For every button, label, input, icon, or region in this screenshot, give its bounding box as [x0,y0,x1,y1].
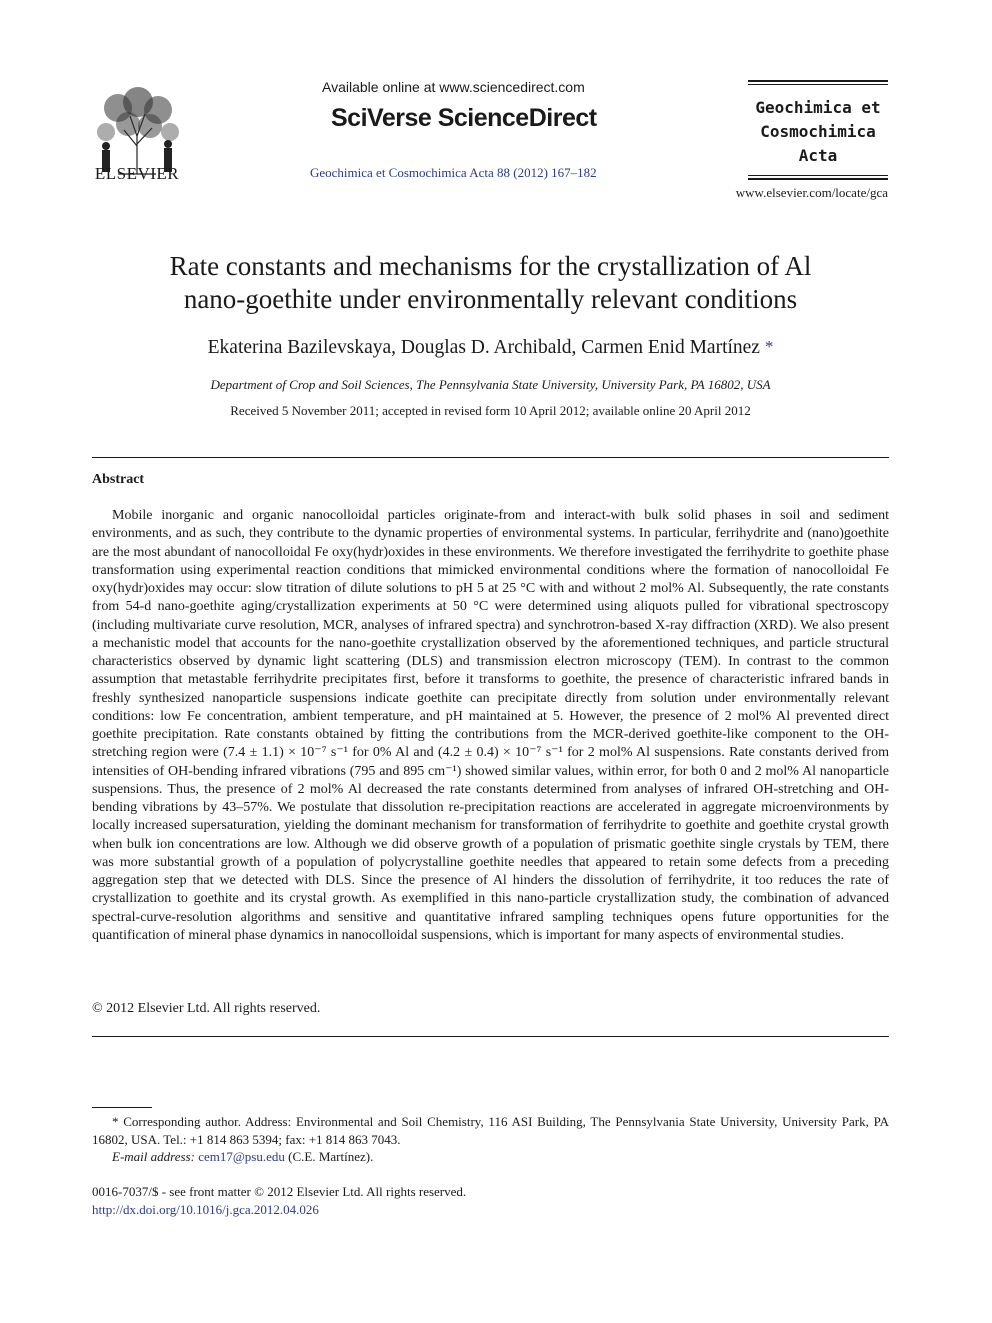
front-matter [92,1183,466,1218]
email-name: (C.E. Martínez). [288,1149,374,1164]
journal-rule-top-thin [748,84,888,85]
corresponding-author-mark[interactable]: * [764,337,774,356]
title-line: Rate constants and mechanisms for the crystallization of Al [169,251,812,281]
footnote-mark: * [112,1114,119,1129]
email-line [92,1148,889,1166]
abstract-body [92,507,889,945]
journal-name [748,96,888,168]
copyright-notice: © 2012 Elsevier Ltd. All rights reserved. [92,1001,321,1016]
journal-citation-link[interactable]: Geochimica et Cosmochimica Acta 88 (2012) 167–182 [310,165,597,180]
corresponding-author-text: Corresponding author. Address: Environmental and Soil Chemistry, 116 ASI Building, The Pennsylvania State University, University Park, PA 16802, USA. Tel.: +1 814 863 5394; fax: +1 814 863 7043. [92,1114,889,1147]
publisher-name: ELSEVIER [94,164,180,183]
journal-url[interactable]: www.elsevier.com/locate/gca [735,185,888,200]
abstract-rule-top [92,457,889,458]
journal-rule-bottom-thin [748,175,888,176]
article-dates: Received 5 November 2011; accepted in revised form 10 April 2012; available online 20 April 2012 [230,403,751,418]
footnote-rule [92,1107,152,1108]
title-line: nano-goethite under environmentally relevant conditions [183,284,798,314]
footnote [92,1113,889,1166]
affiliation: Department of Crop and Soil Sciences, The Pennsylvania State University, University Park, PA 16802, USA [210,377,771,392]
issn-line: 0016-7037/$ - see front matter © 2012 Elsevier Ltd. All rights reserved. [92,1184,467,1199]
sciverse-sciencedirect-logo[interactable]: SciVerse ScienceDirect [331,104,597,132]
journal-name-line: Geochimica et [755,98,881,117]
abstract-heading: Abstract [92,472,145,487]
email-link[interactable]: cem17@psu.edu [198,1149,285,1164]
journal-rule-bottom [748,178,888,180]
author-list [92,337,889,359]
email-label: E-mail address: [112,1149,195,1164]
article-title [92,250,889,316]
journal-name-line: Acta [798,146,838,165]
abstract-rule-bottom [92,1036,889,1037]
authors-text: Ekaterina Bazilevskaya, Douglas D. Archibald, Carmen Enid Martínez [207,337,760,358]
journal-name-line: Cosmochimica [760,122,876,141]
abstract-paragraph: Mobile inorganic and organic nanocolloidal particles originate-from and interact-with bulk solid phases in soil and sediment environments, and as such, they contribute to the dynamic properties of environmental systems. In particular, ferrihydrite and (nano)goethite are the most abundant of nanocolloidal Fe oxy(hydr)oxides in these environments. We therefore investigated the ferrihydrite to goethite phase transformation using experimental reaction conditions that mimicked environmental conditions where the formation of nanocolloidal Fe oxy(hydr)oxides may occur: slow titration of dilute solutions to pH 5 at 25 °C with and without 2 mol% Al. Subsequently, the rate constants from 54-d nano-goethite aging/crystallization experiments at 50 °C were determined using aliquots pulled for vibrational spectroscopy (including multivariate curve resolution, MCR, analyses of infrared spectra) and synchrotron-based X-ray diffraction (XRD). We also present a mechanistic model that accounts for the nano-goethite crystallization observed by the aforementioned techniques, and particle structural characteristics observed by dynamic light scattering (DLS) and transmission electron microscopy (TEM). In contrast to the common assumption that metastable ferrihydrite precipitates first, before it transforms to goethite, the presence of characteristic infrared bands in freshly synthesized nanoparticle suspensions indicate goethite can precipitate directly from solution under environmentally relevant conditions: low Fe concentration, ambient temperature, and pH maintained at 5. However, the presence of 2 mol% Al prevented direct goethite precipitation. Rate constants obtained by fitting the contributions from the MCR-derived goethite-like component to the OH-stretching region were (7.4 ± 1.1) × 10⁻⁷ s⁻¹ for 0% Al and (4.2 ± 0.4) × 10⁻⁷ s⁻¹ for 2 mol% Al suspensions. Rate constants derived from intensities of OH-bending infrared vibrations (795 and 895 cm⁻¹) showed similar values, within error, for both 0 and 2 mol% Al nanoparticle suspensions. Thus, the presence of 2 mol% Al decreased the rate constants determined from analyses of infrared OH-stretching and OH-bending vibrations by 43–57%. We postulate that dissolution re-precipitation reactions are accelerated in aggregate microenvironments by locally increased supersaturation, yielding the dominant mechanism for transformation of ferrihydrite to goethite and goethite crystal growth when bulk ion concentrations are low. Although we did observe growth of a population of prismatic goethite single crystals by TEM, there was more substantial growth of a population of polycrystalline goethite needles that appeared to retain some defects from a preceding aggregation step that we detected with DLS. Since the presence of Al hinders the dissolution of ferrihydrite, it too reduces the rate of crystallization to goethite and its crystal growth. As exemplified in this nano-particle crystallization study, the combination of advanced spectral-curve-resolution algorithms and sensitive and quantitative infrared sampling techniques opens future opportunities for the quantification of mineral phase dynamics in nanocolloidal suspensions, which is important for many aspects of environmental studies. [92,508,889,943]
available-online-text: Available online at www.sciencedirect.com [322,79,585,95]
corresponding-author-note [92,1113,889,1148]
doi-link[interactable]: http://dx.doi.org/10.1016/j.gca.2012.04.026 [92,1201,319,1217]
journal-rule-top [748,80,888,82]
